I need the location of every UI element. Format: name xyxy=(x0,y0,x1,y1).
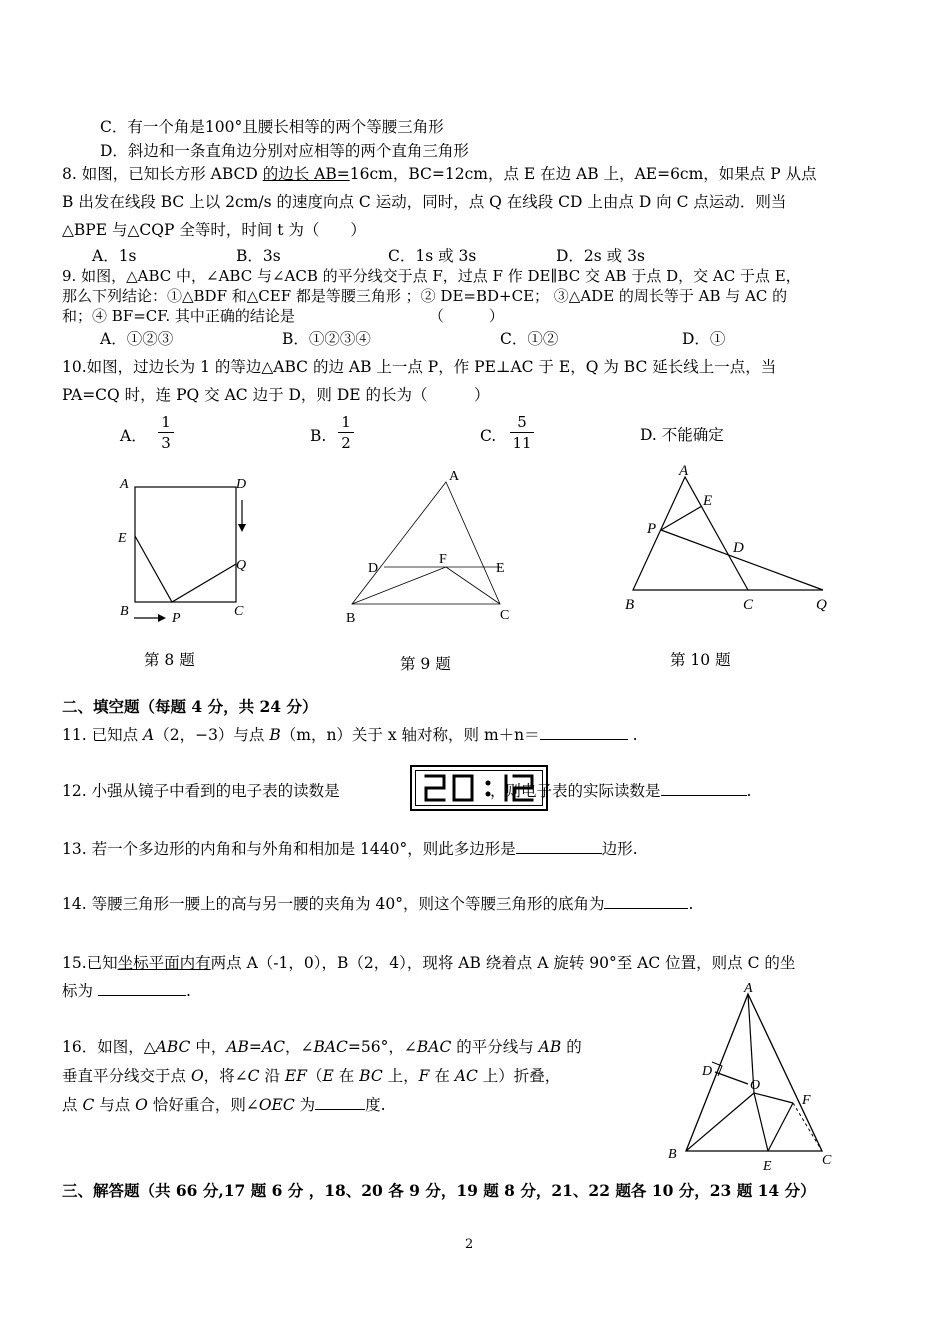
label-f: F xyxy=(439,552,447,567)
q8-option-b: B．3s xyxy=(236,247,281,265)
q9-option-b: B．①②③④ xyxy=(282,330,371,348)
q9-option-c: C．①② xyxy=(500,330,559,348)
arrowhead-down-icon xyxy=(238,524,246,532)
label-q: Q xyxy=(816,597,827,613)
label-a: A xyxy=(744,981,753,996)
label-b: B xyxy=(120,604,129,619)
line-oe xyxy=(754,1093,768,1151)
label-f: F xyxy=(802,1093,811,1108)
label-c: C xyxy=(743,597,754,613)
q8-option-a: A．1s xyxy=(92,247,137,265)
dashed-fc xyxy=(793,1103,822,1151)
label-e: E xyxy=(703,493,713,509)
label-q: Q xyxy=(236,558,247,573)
label-d: D xyxy=(368,561,379,576)
label-c: C xyxy=(500,608,510,623)
figure-10 xyxy=(615,455,840,625)
label-p: P xyxy=(172,611,181,626)
q10-option-a-label: A． xyxy=(120,427,147,445)
question-14: 14. 等腰三角形一腰上的高与另一腰的夹角为 40°，则这个等腰三角形的底角为 . xyxy=(62,895,694,913)
label-c: C xyxy=(234,604,244,619)
label-d: D xyxy=(702,1064,713,1079)
question-12-prefix: 12. 小强从镜子中看到的电子表的读数是 xyxy=(62,782,340,800)
label-e: E xyxy=(496,561,505,576)
question-12-suffix: ，则电子表的实际读数是 . xyxy=(490,782,752,800)
label-a: A xyxy=(449,469,460,484)
q10-line2: PA=CQ 时，连 PQ 交 AC 边于 D，则 DE 的长为（ ） xyxy=(62,386,490,404)
q9-line3: 和；④ BF=CF. 其中正确的结论是 （ ） xyxy=(62,307,504,325)
label-d: D xyxy=(733,540,744,556)
question-16-line3: 点 C 与点 O 恰好重合，则∠OEC 为 度. xyxy=(62,1096,386,1114)
q10-option-c-fraction: 5 11 xyxy=(510,413,534,452)
line-do xyxy=(715,1072,748,1084)
label-b: B xyxy=(668,1147,677,1162)
q10-option-c-label: C. xyxy=(480,427,497,445)
q7-option-d: D．斜边和一条直角边分别对应相等的两个直角三角形 xyxy=(100,142,469,160)
question-11: 11. 已知点 A（2，−3）与点 B（m，n）关于 x 轴对称，则 m＋n＝ . xyxy=(62,726,638,744)
q7-option-c: C．有一个角是100°且腰长相等的两个等腰三角形 xyxy=(100,118,444,136)
q8-line3: △BPE 与△CQP 全等时，时间 t 为（ ） xyxy=(62,221,366,239)
figure-8-caption: 第 8 题 xyxy=(144,651,195,669)
figure-10-caption: 第 10 题 xyxy=(670,651,731,669)
question-15-line1: 15.已知坐标平面内有两点 A（-1，0），B（2，4），现将 AB 绕着点 A 旋转 90°至 AC 位置，则点 C 的坐 xyxy=(62,954,796,972)
q8-option-c: C．1s 或 3s xyxy=(388,247,477,265)
label-e: E xyxy=(118,531,127,546)
answer-blank-12 xyxy=(661,781,747,796)
line-pq xyxy=(661,530,823,590)
q9-option-a: A．①②③ xyxy=(100,330,174,348)
label-c: C xyxy=(822,1153,832,1168)
q10-option-a-fraction: 1 3 xyxy=(158,413,174,452)
label-e: E xyxy=(763,1159,772,1174)
label-a: A xyxy=(679,463,689,479)
line-bo xyxy=(686,1093,754,1151)
question-16-line2: 垂直平分线交于点 O，将∠C 沿 EF（E 在 BC 上，F 在 AC 上）折叠， xyxy=(62,1067,561,1085)
answer-blank-15 xyxy=(98,981,186,996)
label-b: B xyxy=(625,597,635,613)
answer-blank-11 xyxy=(540,725,628,740)
figure-16 xyxy=(660,978,840,1178)
arrowhead-right-icon xyxy=(158,614,166,622)
figure-9 xyxy=(338,462,528,632)
section-3-heading: 三、解答题（共 66 分,17 题 6 分 ，18、20 各 9 分，19 题 8 分，21、22 题各 10 分，23 题 14 分） xyxy=(62,1181,816,1200)
section-2-heading: 二、填空题（每题 4 分，共 24 分） xyxy=(62,697,318,716)
answer-blank-14 xyxy=(604,894,688,909)
rectangle-abcd xyxy=(135,487,236,602)
q9-option-d: D．① xyxy=(682,330,726,348)
q10-option-d: D. 不能确定 xyxy=(640,426,724,444)
q8-option-d: D．2s 或 3s xyxy=(556,247,645,265)
triangle-abc xyxy=(352,482,500,604)
figure-9-caption: 第 9 题 xyxy=(400,655,451,673)
line-ef xyxy=(768,1103,793,1151)
question-13: 13. 若一个多边形的内角和与外角和相加是 1440°，则此多边形是 边形. xyxy=(62,840,638,858)
label-o: O xyxy=(750,1078,761,1093)
question-16-line1: 16．如图，△ABC 中，AB=AC，∠BAC=56°，∠BAC 的平分线与 AB 的 xyxy=(62,1038,582,1056)
q8-line1: 8. 如图，已知长方形 ABCD 的边长 AB=16cm，BC=12cm，点 E 在边 AB 上，AE=6cm，如果点 P 从点 xyxy=(62,165,817,183)
label-b: B xyxy=(346,611,356,626)
segments-epq xyxy=(135,536,236,602)
q9-line1: 9. 如图，△ABC 中，∠ABC 与∠ACB 的平分线交于点 F，过点 F 作 DE∥BC 交 AB 于点 D，交 AC 于点 E， xyxy=(62,267,801,285)
q10-line1: 10.如图，过边长为 1 的等边△ABC 的边 AB 上一点 P，作 PE⊥AC 于 E，Q 为 BC 延长线上一点，当 xyxy=(62,358,777,376)
q9-line2: 那么下列结论：①△BDF 和△CEF 都是等腰三角形 ；② DE=BD+CE； ③△ADE 的周长等于 AB 与 AC 的 xyxy=(62,287,788,305)
figure-8 xyxy=(112,470,262,630)
q8-line2: B 出发在线段 BC 上以 2cm/s 的速度向点 C 运动，同时，点 Q 在线段 CD 上由点 D 向 C 点运动．则当 xyxy=(62,193,787,211)
label-d: D xyxy=(236,477,247,492)
label-p: P xyxy=(647,521,657,537)
answer-blank-16 xyxy=(315,1095,365,1110)
question-15-line2: 标为 . xyxy=(62,982,191,1000)
page-number: 2 xyxy=(465,1237,474,1252)
q10-option-b-label: B. xyxy=(310,427,327,445)
line-of xyxy=(754,1093,793,1103)
label-a: A xyxy=(120,477,129,492)
q10-option-b-fraction: 1 2 xyxy=(338,413,354,452)
line-pe xyxy=(661,506,702,530)
answer-blank-13 xyxy=(516,839,602,854)
